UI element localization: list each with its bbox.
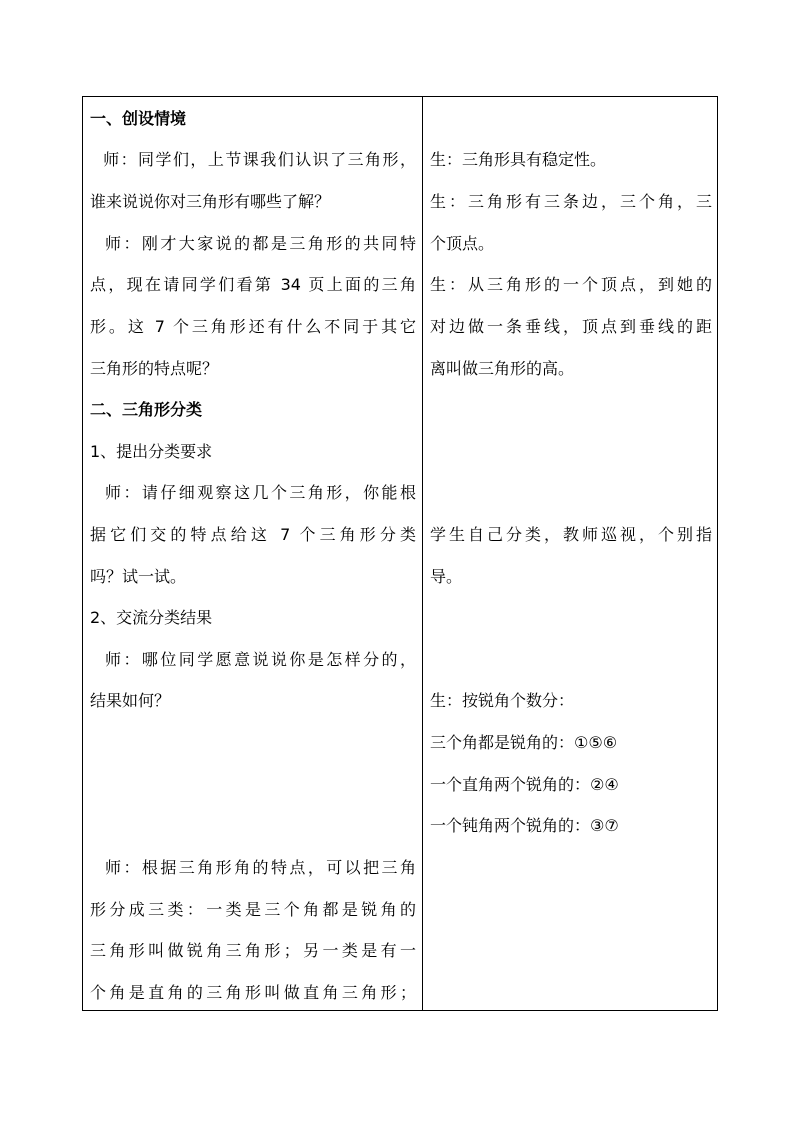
section-heading-1: 一、创设情境 <box>90 109 187 128</box>
left-line: 师：同学们，上节课我们认识了三角形， <box>90 150 416 169</box>
lesson-table <box>82 96 718 1011</box>
left-line: 结果如何？ <box>90 691 171 710</box>
right-line: 一个钝角两个锐角的：③⑦ <box>430 816 619 835</box>
left-line: 形分成三类：一类是三个角都是锐角的 <box>90 900 416 919</box>
left-line: 个角是直角的三角形叫做直角三角形； <box>90 983 416 1002</box>
right-line: 一个直角两个锐角的：②④ <box>430 775 619 794</box>
left-line: 三角形的特点呢？ <box>90 359 219 378</box>
right-line: 离叫做三角形的高。 <box>430 359 575 378</box>
list-item: 1、提出分类要求 <box>90 442 213 461</box>
right-line: 对边做一条垂线，顶点到垂线的距 <box>430 317 712 336</box>
right-line: 生：按锐角个数分： <box>430 691 575 710</box>
right-line: 学生自己分类，教师巡视，个别指 <box>430 525 712 544</box>
left-line: 点，现在请同学们看第 34 页上面的三角 <box>90 275 416 294</box>
left-line: 三角形叫做锐角三角形；另一类是有一 <box>90 941 416 960</box>
left-line: 谁来说说你对三角形有哪些了解？ <box>90 192 331 211</box>
left-line: 形。这 7 个三角形还有什么不同于其它 <box>90 317 416 336</box>
column-divider <box>422 97 423 1010</box>
section-heading-2: 二、三角形分类 <box>90 400 203 419</box>
left-line: 师：根据三角形角的特点，可以把三角 <box>90 858 416 877</box>
right-line: 导。 <box>430 567 463 586</box>
right-line: 生：三角形有三条边，三个角，三 <box>430 192 712 211</box>
left-line: 师：刚才大家说的都是三角形的共同特 <box>90 234 416 253</box>
list-item: 2、交流分类结果 <box>90 608 213 627</box>
right-line: 生：三角形具有稳定性。 <box>430 150 607 169</box>
left-line: 师：哪位同学愿意说说你是怎样分的， <box>90 650 416 669</box>
left-line: 据它们交的特点给这 7 个三角形分类 <box>90 525 416 544</box>
left-line: 吗？试一试。 <box>90 567 187 586</box>
right-line: 生：从三角形的一个顶点，到她的 <box>430 275 712 294</box>
right-line: 个顶点。 <box>430 234 495 253</box>
left-line: 师：请仔细观察这几个三角形，你能根 <box>90 483 416 502</box>
right-line: 三个角都是锐角的：①⑤⑥ <box>430 733 618 752</box>
